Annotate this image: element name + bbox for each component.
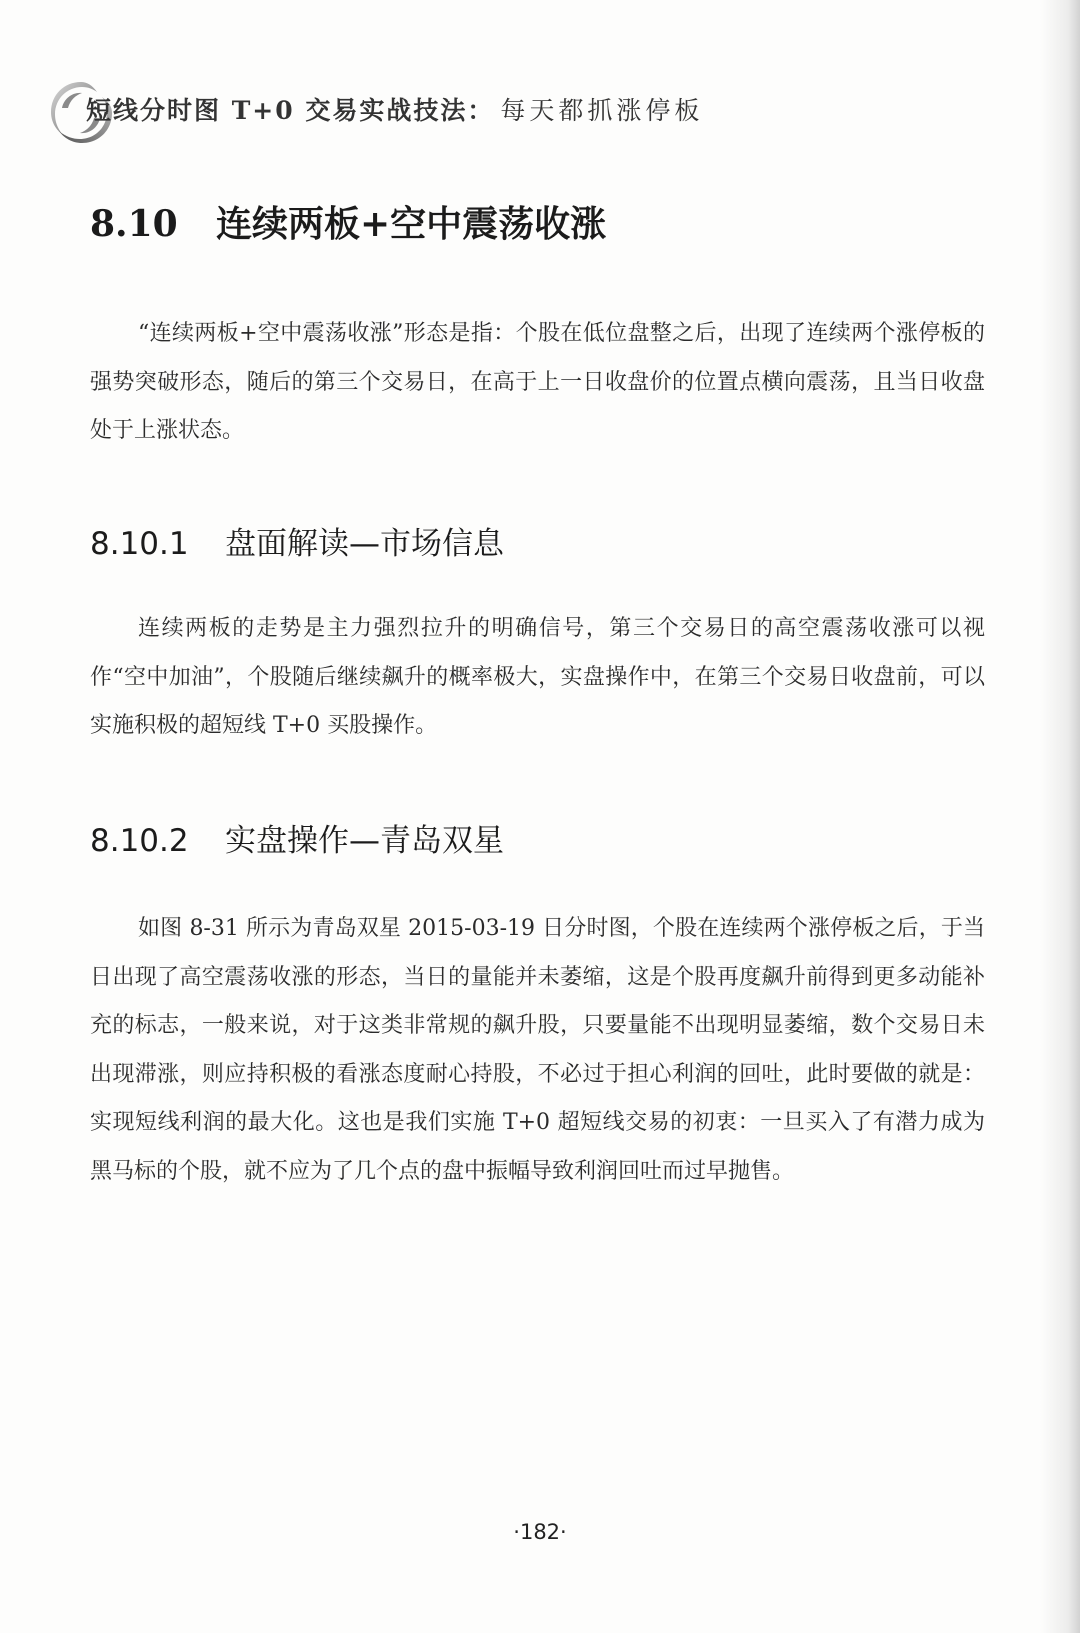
subsection-heading-1 (90, 518, 504, 563)
section-title: 连续两板+空中震荡收涨 (216, 203, 607, 245)
subsection-paragraph-2: 如图 8-31 所示为青岛双星 2015-03-19 日分时图，个股在连续两个涨停板之后，于当日出现了高空震荡收涨的形态，当日的量能并未萎缩，这是个股再度飙升前得到更多动能补充的标志，一般来说，对于这类非常规的飙升股，只要量能不出现明显萎缩，数个交易日未出现滞涨，则应持积极的看涨态度耐心持股，不必过于担心利润的回吐，此时要做的就是：实现短线利润的最大化。这也是我们实施 T+0 超短线交易的初衷：一旦买入了有潜力成为黑马标的个股，就不应为了几个点的盘中振幅导致利润回吐而过早抛售。 (90, 916, 985, 1184)
book-title: 短线分时图 T+0 交易实战技法： (86, 96, 495, 125)
running-header (46, 68, 737, 158)
book-subtitle: 每天都抓涨停板 (500, 96, 704, 125)
page-number: ·182· (513, 1520, 567, 1544)
section-heading (90, 196, 606, 247)
subsection-title: 实盘操作—青岛双星 (225, 823, 504, 859)
subsection-heading-2 (90, 815, 504, 860)
page-edge-shadow (1040, 0, 1080, 1633)
subsection-number: 8.10.1 (90, 526, 189, 562)
section-number: 8.10 (90, 203, 178, 245)
subsection-paragraph-1: 连续两板的走势是主力强烈拉升的明确信号，第三个交易日的高空震荡收涨可以视作“空中加油”，个股随后继续飙升的概率极大，实盘操作中，在第三个交易日收盘前，可以实施积极的超短线 T+0 买股操作。 (90, 616, 985, 738)
subsection-number: 8.10.2 (90, 823, 189, 859)
section-intro-paragraph: “连续两板+空中震荡收涨”形态是指：个股在低位盘整之后，出现了连续两个涨停板的强势突破形态，随后的第三个交易日，在高于上一日收盘价的位置点横向震荡，且当日收盘处于上涨状态。 (90, 321, 985, 443)
subsection-title: 盘面解读—市场信息 (225, 526, 504, 562)
